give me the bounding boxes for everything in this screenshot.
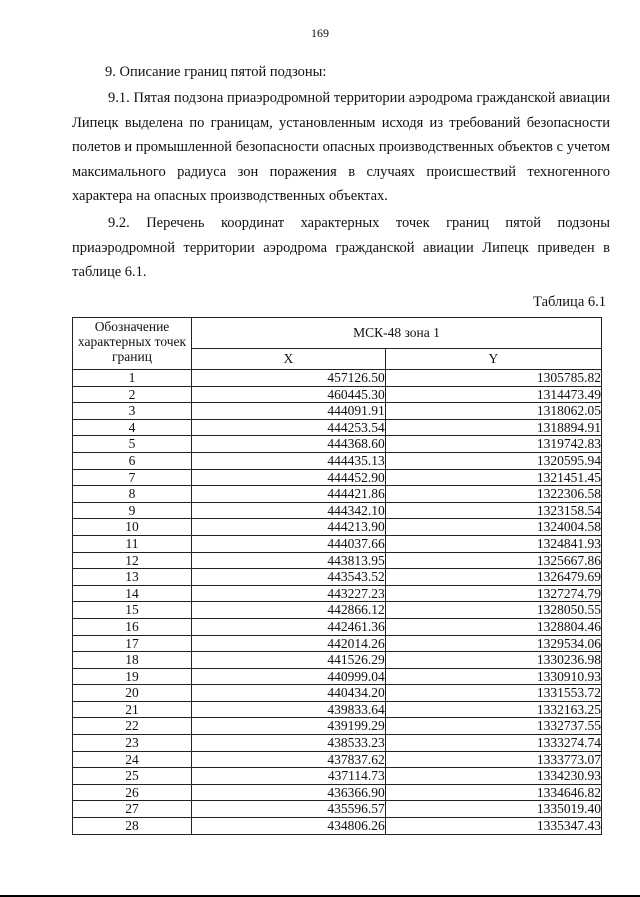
table-row bbox=[73, 535, 602, 552]
header-coordinate-system: МСК-48 зона 1 bbox=[192, 318, 602, 349]
x-coordinate: 444091.91 bbox=[192, 403, 386, 420]
y-coordinate: 1322306.58 bbox=[385, 486, 601, 503]
point-number: 4 bbox=[73, 419, 192, 436]
x-coordinate: 444421.86 bbox=[192, 486, 386, 503]
table-row bbox=[73, 469, 602, 486]
table-row bbox=[73, 768, 602, 785]
table-caption: Таблица 6.1 bbox=[533, 294, 606, 310]
header-x: X bbox=[192, 349, 386, 370]
y-coordinate: 1331553.72 bbox=[385, 685, 601, 702]
table-row bbox=[73, 602, 602, 619]
x-coordinate: 442461.36 bbox=[192, 618, 386, 635]
y-coordinate: 1332163.25 bbox=[385, 701, 601, 718]
x-coordinate: 438533.23 bbox=[192, 735, 386, 752]
page-number: 169 bbox=[311, 26, 329, 40]
y-coordinate: 1324841.93 bbox=[385, 535, 601, 552]
y-coordinate: 1319742.83 bbox=[385, 436, 601, 453]
y-coordinate: 1320595.94 bbox=[385, 452, 601, 469]
table-row bbox=[73, 569, 602, 586]
table-row bbox=[73, 818, 602, 835]
y-coordinate: 1327274.79 bbox=[385, 585, 601, 602]
x-coordinate: 441526.29 bbox=[192, 652, 386, 669]
x-coordinate: 443813.95 bbox=[192, 552, 386, 569]
y-coordinate: 1329534.06 bbox=[385, 635, 601, 652]
point-number: 5 bbox=[73, 436, 192, 453]
point-number: 8 bbox=[73, 486, 192, 503]
table-row bbox=[73, 618, 602, 635]
y-coordinate: 1324004.58 bbox=[385, 519, 601, 536]
x-coordinate: 434806.26 bbox=[192, 818, 386, 835]
header-y: Y bbox=[385, 349, 601, 370]
x-coordinate: 460445.30 bbox=[192, 386, 386, 403]
point-number: 25 bbox=[73, 768, 192, 785]
point-number: 20 bbox=[73, 685, 192, 702]
point-number: 18 bbox=[73, 652, 192, 669]
x-coordinate: 437837.62 bbox=[192, 751, 386, 768]
x-coordinate: 444368.60 bbox=[192, 436, 386, 453]
x-coordinate: 457126.50 bbox=[192, 370, 386, 387]
table-row bbox=[73, 652, 602, 669]
x-coordinate: 443543.52 bbox=[192, 569, 386, 586]
x-coordinate: 440999.04 bbox=[192, 668, 386, 685]
x-coordinate: 442866.12 bbox=[192, 602, 386, 619]
table-row bbox=[73, 552, 602, 569]
y-coordinate: 1305785.82 bbox=[385, 370, 601, 387]
point-number: 15 bbox=[73, 602, 192, 619]
table-row bbox=[73, 436, 602, 453]
table-row bbox=[73, 585, 602, 602]
x-coordinate: 435596.57 bbox=[192, 801, 386, 818]
point-number: 7 bbox=[73, 469, 192, 486]
x-coordinate: 440434.20 bbox=[192, 685, 386, 702]
x-coordinate: 439833.64 bbox=[192, 701, 386, 718]
section-heading: 9. Описание границ пятой подзоны: bbox=[105, 64, 327, 80]
point-number: 1 bbox=[73, 370, 192, 387]
x-coordinate: 444452.90 bbox=[192, 469, 386, 486]
point-number: 28 bbox=[73, 818, 192, 835]
table-header-row bbox=[73, 318, 602, 349]
point-number: 6 bbox=[73, 452, 192, 469]
y-coordinate: 1335019.40 bbox=[385, 801, 601, 818]
y-coordinate: 1318894.91 bbox=[385, 419, 601, 436]
y-coordinate: 1334646.82 bbox=[385, 784, 601, 801]
table-row bbox=[73, 751, 602, 768]
table-row bbox=[73, 519, 602, 536]
y-coordinate: 1333773.07 bbox=[385, 751, 601, 768]
point-number: 22 bbox=[73, 718, 192, 735]
y-coordinate: 1330236.98 bbox=[385, 652, 601, 669]
table-row bbox=[73, 452, 602, 469]
point-number: 2 bbox=[73, 386, 192, 403]
y-coordinate: 1334230.93 bbox=[385, 768, 601, 785]
table-row bbox=[73, 419, 602, 436]
y-coordinate: 1330910.93 bbox=[385, 668, 601, 685]
point-number: 11 bbox=[73, 535, 192, 552]
x-coordinate: 437114.73 bbox=[192, 768, 386, 785]
header-point-label: Обозначение характерных точек границ bbox=[73, 318, 192, 370]
x-coordinate: 444037.66 bbox=[192, 535, 386, 552]
y-coordinate: 1321451.45 bbox=[385, 469, 601, 486]
y-coordinate: 1318062.05 bbox=[385, 403, 601, 420]
point-number: 17 bbox=[73, 635, 192, 652]
table-row bbox=[73, 735, 602, 752]
table-row bbox=[73, 668, 602, 685]
y-coordinate: 1323158.54 bbox=[385, 502, 601, 519]
point-number: 19 bbox=[73, 668, 192, 685]
y-coordinate: 1333274.74 bbox=[385, 735, 601, 752]
point-number: 13 bbox=[73, 569, 192, 586]
table-row bbox=[73, 486, 602, 503]
point-number: 10 bbox=[73, 519, 192, 536]
point-number: 3 bbox=[73, 403, 192, 420]
point-number: 21 bbox=[73, 701, 192, 718]
point-number: 24 bbox=[73, 751, 192, 768]
x-coordinate: 443227.23 bbox=[192, 585, 386, 602]
table-row bbox=[73, 386, 602, 403]
point-number: 27 bbox=[73, 801, 192, 818]
y-coordinate: 1314473.49 bbox=[385, 386, 601, 403]
x-coordinate: 444213.90 bbox=[192, 519, 386, 536]
x-coordinate: 444435.13 bbox=[192, 452, 386, 469]
table-row bbox=[73, 502, 602, 519]
point-number: 23 bbox=[73, 735, 192, 752]
x-coordinate: 436366.90 bbox=[192, 784, 386, 801]
paragraph-9-1: 9.1. Пятая подзона приаэродромной территории аэродрома гражданской авиации Липецк выделена по границам, установленным исходя из требований безопасности полетов и промышленной безопасности опасных производственных объектов с учетом максимального радиуса зон поражения в случаях происшествий техногенного характера на опасных производственных объектах. bbox=[72, 90, 610, 204]
table-row bbox=[73, 701, 602, 718]
table-row bbox=[73, 718, 602, 735]
x-coordinate: 444253.54 bbox=[192, 419, 386, 436]
table-row bbox=[73, 403, 602, 420]
table-row bbox=[73, 370, 602, 387]
table-body bbox=[73, 370, 602, 835]
table-row bbox=[73, 685, 602, 702]
point-number: 9 bbox=[73, 502, 192, 519]
x-coordinate: 439199.29 bbox=[192, 718, 386, 735]
y-coordinate: 1335347.43 bbox=[385, 818, 601, 835]
y-coordinate: 1328804.46 bbox=[385, 618, 601, 635]
table-row bbox=[73, 784, 602, 801]
table-row bbox=[73, 801, 602, 818]
y-coordinate: 1328050.55 bbox=[385, 602, 601, 619]
point-number: 14 bbox=[73, 585, 192, 602]
y-coordinate: 1326479.69 bbox=[385, 569, 601, 586]
point-number: 12 bbox=[73, 552, 192, 569]
point-number: 16 bbox=[73, 618, 192, 635]
coordinates-table bbox=[72, 317, 602, 835]
point-number: 26 bbox=[73, 784, 192, 801]
y-coordinate: 1325667.86 bbox=[385, 552, 601, 569]
y-coordinate: 1332737.55 bbox=[385, 718, 601, 735]
x-coordinate: 444342.10 bbox=[192, 502, 386, 519]
x-coordinate: 442014.26 bbox=[192, 635, 386, 652]
paragraph-9-2: 9.2. Перечень координат характерных точек границ пятой подзоны приаэродромной территории аэродрома гражданской авиации Липецк приведен в таблице 6.1. bbox=[72, 215, 610, 280]
table-row bbox=[73, 635, 602, 652]
